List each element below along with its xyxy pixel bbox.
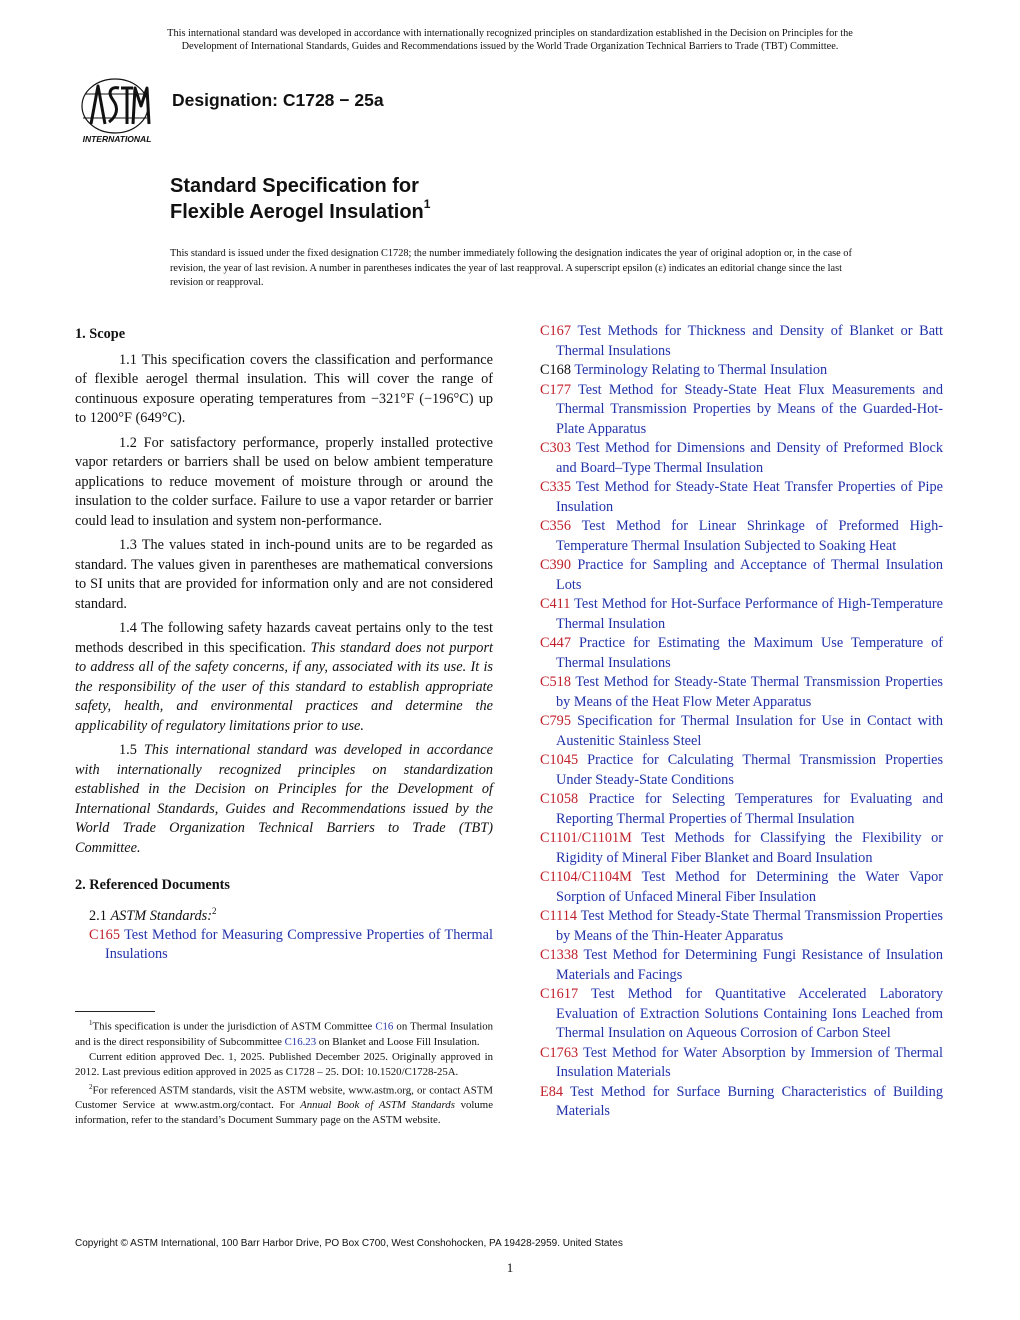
reference-title[interactable]: Test Method for Steady-State Thermal Transmission Properties by Means of the Heat Flow Meter Apparatus: [556, 674, 943, 710]
reference-title[interactable]: Test Method for Hot-Surface Performance of High-Temperature Thermal Insulation: [556, 596, 943, 632]
reference-c1101-c1101m[interactable]: [540, 829, 943, 868]
page-number: 1: [506, 1260, 514, 1275]
reference-c1104-c1104m[interactable]: [540, 868, 943, 907]
reference-code[interactable]: C165: [89, 926, 120, 943]
reference-c1617[interactable]: [540, 985, 943, 1044]
footnote-2-text-a: For referenced ASTM standards, visit the ASTM website, www.astm.org, or contact ASTM Customer Service at www.astm.org/contact. For: [75, 1084, 493, 1112]
reference-c1763[interactable]: [540, 1044, 943, 1083]
notice-line-2: Development of International Standards, Guides and Recommendations issued by the World Trade Organization Technical Barriers to Trade (TBT) Committee.: [181, 41, 839, 52]
reference-title[interactable]: Test Method for Measuring Compressive Properties of Thermal Insulations: [105, 926, 493, 963]
subhead-label: ASTM Standards:: [110, 907, 212, 924]
top-notice: [70, 27, 950, 53]
astm-logo: [73, 76, 163, 146]
scope-1-4-text: 1.4 The following safety hazards caveat pertains only to the test methods described in this specification.: [75, 620, 493, 656]
reference-code[interactable]: C1045: [540, 752, 579, 768]
reference-code[interactable]: C795: [540, 713, 571, 729]
copyright: Copyright © ASTM International, 100 Barr Harbor Drive, PO Box C700, West Conshohocken, PA 19428-2959. United States: [75, 1238, 623, 1249]
footnote-1-text-a: This specification is under the jurisdiction of ASTM Committee: [92, 1020, 376, 1033]
notice-line-1: This international standard was developed in accordance with internationally recognized principles on standardization established in the Decision on Principles for the: [167, 28, 853, 39]
scope-heading: 1. Scope: [75, 326, 126, 342]
reference-title[interactable]: Test Method for Linear Shrinkage of Preformed High-Temperature Thermal Insulation Subjected to Soaking Heat: [556, 518, 943, 554]
footnote-1-marker: 1: [89, 1019, 93, 1027]
subhead-footnote-marker: 2: [212, 905, 217, 916]
reference-c1114[interactable]: [540, 907, 943, 946]
reference-c335[interactable]: [540, 478, 943, 517]
reference-c1338[interactable]: [540, 946, 943, 985]
reference-title[interactable]: Test Method for Surface Burning Characteristics of Building Materials: [556, 1083, 943, 1119]
subhead-number: 2.1: [89, 907, 111, 924]
footnote-1-text-c: on Blanket and Loose Fill Insulation.: [316, 1035, 480, 1048]
reference-code[interactable]: C177: [540, 381, 571, 398]
committee-c16-link[interactable]: C16: [375, 1020, 394, 1033]
title-text: Flexible Aerogel Insulation: [170, 201, 424, 223]
reference-c518[interactable]: [540, 673, 943, 712]
reference-title[interactable]: Test Method for Steady-State Heat Transfer Properties of Pipe Insulation: [556, 479, 943, 515]
reference-code[interactable]: C1763: [540, 1044, 579, 1061]
issuance-statement: This standard is issued under the fixed designation C1728; the number immediately following the designation indicates the year of original adoption or, in the case of revision, the year of last revision. A number in parentheses indicates the year of last reapproval. A superscript epsilon (ε) indicates an editorial change since the last revision or reapproval.: [170, 248, 852, 288]
astm-logo-mark: [73, 76, 163, 146]
scope-1-4: [75, 619, 493, 736]
reference-code[interactable]: C303: [540, 440, 571, 456]
reference-code[interactable]: C447: [540, 635, 571, 651]
footnotes: [75, 1016, 493, 1128]
footnote-1: [75, 1016, 493, 1050]
title-footnote-marker: 1: [423, 197, 431, 212]
footnote-1-text-b: on Thermal Insulation and is the direct responsibility of Subcommittee: [75, 1020, 493, 1048]
reference-code[interactable]: C1114: [540, 908, 578, 924]
right-column: [540, 322, 943, 1122]
reference-code[interactable]: C1101/C1101M: [540, 830, 632, 846]
reference-code[interactable]: C168: [540, 362, 571, 378]
reference-title[interactable]: Practice for Estimating the Maximum Use Temperature of Thermal Insulations: [556, 635, 943, 671]
reference-code[interactable]: C356: [540, 518, 571, 534]
designation: Designation: C1728 − 25a: [172, 90, 384, 110]
reference-c1058[interactable]: [540, 790, 943, 829]
reference-c167[interactable]: [540, 322, 943, 361]
scope-1-2: 1.2 For satisfactory performance, properly installed protective vapor retarders or barriers shall be used on below ambient temperature applications to reduce movement of moisture through or around the insulation to the colder surface. Failure to use a vapor retarder or barrier could lead to insulation and system non-performance.: [75, 434, 493, 529]
scope-1-3: 1.3 The values stated in inch-pound units are to be regarded as standard. The values given in parentheses are mathematical conversions to SI units that are provided for information only and are not considered standard.: [75, 537, 493, 612]
reference-c168[interactable]: [540, 361, 943, 381]
reference-title[interactable]: Practice for Sampling and Acceptance of Thermal Insulation Lots: [556, 557, 943, 593]
reference-title[interactable]: Test Method for Quantitative Accelerated Laboratory Evaluation of Extraction Solutions Containing Ions Leached from Thermal Insulation on Aqueous Corrosion of Carbon Steel: [556, 986, 943, 1041]
footnote-2: [75, 1080, 493, 1129]
reference-title[interactable]: Terminology Relating to Thermal Insulation: [574, 362, 828, 378]
left-column: [75, 322, 493, 965]
reference-title[interactable]: Test Methods for Thickness and Density of Blanket or Batt Thermal Insulations: [556, 323, 943, 359]
reference-code[interactable]: C167: [540, 323, 571, 339]
reference-c1045[interactable]: [540, 751, 943, 790]
reference-title[interactable]: Test Methods for Classifying the Flexibility or Rigidity of Mineral Fiber Blanket and Board Insulation: [556, 830, 943, 866]
title-line-2: [170, 199, 430, 225]
scope-1-4-caveat: This standard does not purport to address all of the safety concerns, if any, associated with its use. It is the responsibility of the user of this standard to establish appropriate safety, health, and environmental practices and determine the applicability of regulatory limitations prior to use.: [75, 639, 493, 734]
title-line-1: Standard Specification for: [170, 175, 419, 197]
reference-title[interactable]: Practice for Calculating Thermal Transmission Properties Under Steady-State Conditions: [556, 752, 944, 788]
reference-code[interactable]: C1338: [540, 947, 579, 963]
reference-c411[interactable]: [540, 595, 943, 634]
footnote-divider: [75, 1011, 155, 1012]
reference-title[interactable]: Specification for Thermal Insulation for Use in Contact with Austenitic Stainless Steel: [556, 713, 944, 749]
reference-code[interactable]: C1058: [540, 791, 579, 807]
reference-title[interactable]: Practice for Selecting Temperatures for Evaluating and Reporting Thermal Properties of Thermal Insulation: [556, 791, 943, 827]
scope-1-5-num: 1.5: [119, 742, 144, 758]
reference-title[interactable]: Test Method for Dimensions and Density of Preformed Block and Board–Type Thermal Insulation: [556, 440, 943, 476]
reference-code[interactable]: C390: [540, 557, 571, 573]
scope-1-5: [75, 741, 493, 858]
reference-title[interactable]: Test Method for Steady-State Thermal Transmission Properties by Means of the Thin-Heater Apparatus: [556, 908, 943, 944]
reference-code[interactable]: C411: [540, 596, 571, 612]
reference-c177[interactable]: [540, 381, 943, 440]
reference-code[interactable]: C335: [540, 479, 571, 495]
reference-code[interactable]: E84: [540, 1083, 564, 1100]
reference-c303[interactable]: [540, 439, 943, 478]
reference-c165[interactable]: [89, 926, 493, 965]
document-title: [170, 173, 430, 225]
references-heading: 2. Referenced Documents: [75, 877, 230, 893]
astm-standards-subhead: [89, 902, 493, 926]
subcommittee-c16-23-link[interactable]: C16.23: [284, 1035, 317, 1048]
reference-c447[interactable]: [540, 634, 943, 673]
reference-title[interactable]: Test Method for Steady-State Heat Flux Measurements and Thermal Transmission Properties by Means of the Guarded-Hot-Plate Apparatus: [556, 381, 943, 437]
footnote-2-text-b: volume information, refer to the standard’s Document Summary page on the ASTM website.: [75, 1099, 493, 1127]
reference-code[interactable]: C518: [540, 674, 571, 690]
reference-c390[interactable]: [540, 556, 943, 595]
footnote-1-edition: Current edition approved Dec. 1, 2025. Published December 2025. Originally approved in 2012. Last previous edition approved in 2025 as C1728 – 25. DOI: 10.1520/C1728-25A.: [75, 1050, 493, 1078]
reference-c795[interactable]: [540, 712, 943, 751]
reference-c356[interactable]: [540, 517, 943, 556]
footnote-2-marker: 2: [89, 1082, 93, 1091]
reference-list: [540, 322, 943, 1122]
scope-1-1: 1.1 This specification covers the classification and performance of flexible aerogel thermal insulation. This will cover the range of continuous exposure operating temperatures from −321°F (−196°C) up to 1200°F (649°C).: [75, 351, 493, 426]
astm-logo-word: INTERNATIONAL: [82, 134, 152, 144]
scope-1-5-text: This international standard was developed in accordance with internationally recognized principles on standardization established in the Decision on Principles for the Development of International Standards, Guides and Recommendations issued by the World Trade Organization Technical Barriers to Trade (TBT) Committee.: [75, 742, 494, 856]
reference-title[interactable]: Test Method for Water Absorption by Immersion of Thermal Insulation Materials: [556, 1044, 943, 1080]
reference-code[interactable]: C1104/C1104M: [540, 869, 632, 885]
reference-e84[interactable]: [540, 1083, 943, 1122]
footnote-2-annual-book: Annual Book of ASTM Standards: [300, 1099, 455, 1112]
reference-title[interactable]: Test Method for Determining the Water Vapor Sorption of Unfaced Mineral Fiber Insulation: [556, 869, 943, 905]
reference-code[interactable]: C1617: [540, 986, 579, 1002]
reference-title[interactable]: Test Method for Determining Fungi Resistance of Insulation Materials and Facings: [556, 947, 943, 983]
